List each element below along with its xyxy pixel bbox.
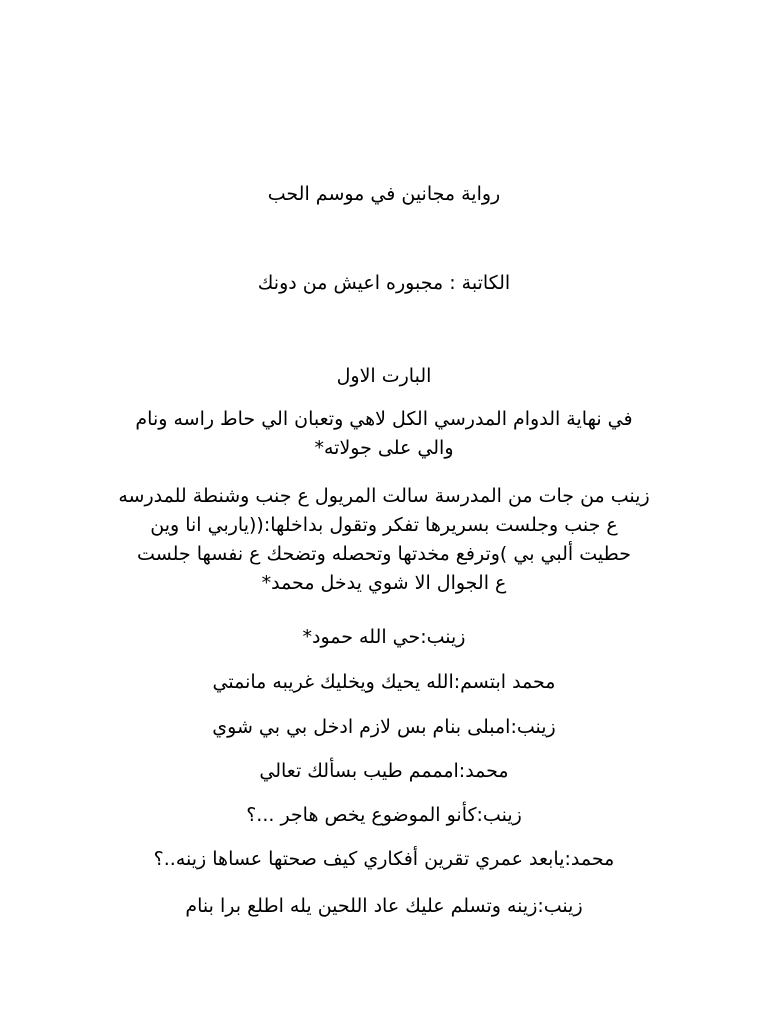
paragraph-line: ع جنب وجلست بسريرها تفكر وتقول بداخلها:((ياربي انا وين xyxy=(150,514,618,536)
paragraph-line: حطيت ألبي بي )وترفع مخدتها وتحصله وتضحك ع نفسها جلست xyxy=(137,543,631,565)
paragraph-line: في نهاية الدوام المدرسي الكل لاهي وتعبان الي حاط راسه ونام xyxy=(135,408,633,430)
paragraph-intro xyxy=(100,405,668,463)
document-title: رواية مجانين في موسم الحب xyxy=(267,183,501,205)
paragraph-zainab xyxy=(100,482,668,598)
dialogue-line: زينب:حي الله حمود* xyxy=(302,626,466,648)
author-line: الكاتبة : مجبوره اعيش من دونك xyxy=(257,272,511,294)
paragraph-line: زينب من جات من المدرسة سالت المريول ع جنب وشنطة للمدرسه xyxy=(118,485,650,507)
part-heading: البارت الاول xyxy=(336,365,432,387)
paragraph-line: ع الجوال الا شوي يدخل محمد* xyxy=(261,572,507,594)
dialogue-line: زينب:زينه وتسلم عليك عاد اللحين يله اطلع برا بنام xyxy=(185,895,583,917)
dialogue-line: زينب:كأنو الموضوع يخص هاجر ...؟ xyxy=(246,804,522,826)
dialogue-line: محمد:يابعد عمري تقرين أفكاري كيف صحتها عساها زينه..؟ xyxy=(153,848,615,870)
paragraph-line: والي على جولاته* xyxy=(314,437,454,459)
dialogue-line: محمد ابتسم:الله يحيك ويخليك غريبه مانمتي xyxy=(212,671,556,693)
dialogue-line: محمد:امممم طيب بسألك تعالي xyxy=(259,760,509,782)
dialogue-line: زينب:امبلى بنام بس لازم ادخل بي بي شوي xyxy=(212,716,556,738)
